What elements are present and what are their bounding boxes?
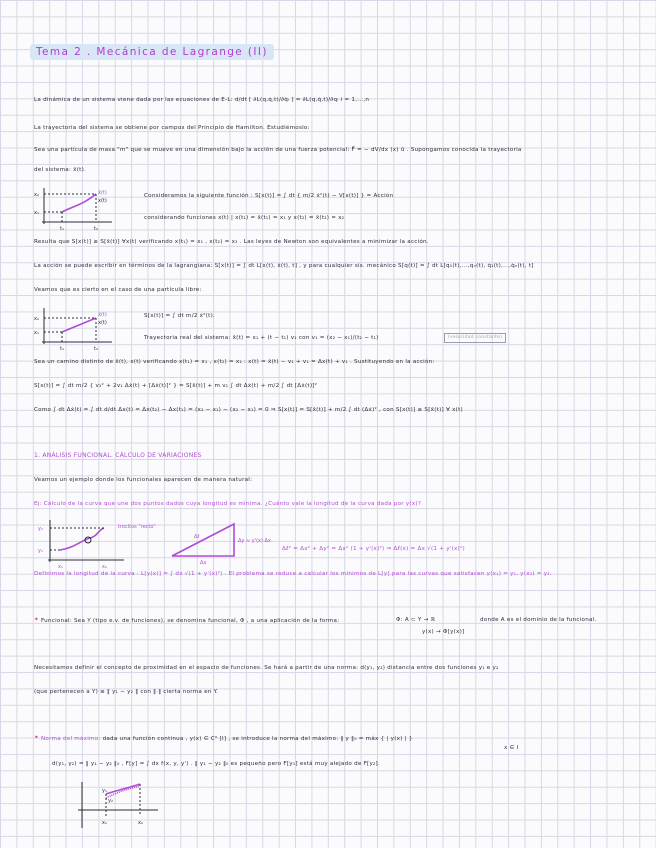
example-line: Ej: Cálculo de la curva que une dos puntos dados cuya longitud es mínima. ¿Cuánto vale la longitud de la curva dada por y(x)? [34, 501, 422, 507]
mapping-line: Φ: A ⊂ Y → ℝ [396, 617, 436, 623]
text-line: Consideramos la siguiente función : S[x(t)] = ∫ dt { m/2 ẋ²(t) − V[x(t)] } = Acción [144, 193, 394, 199]
text-line: considerando funciones x(t) | x(t₁) = x̄(t₁) = x₁ y x(t₂) = x̄(t₂) = x₂ [144, 215, 345, 221]
text-line: (que pertenecen a Y) ≡ ‖ y₁ − y₂ ‖ con ‖·‖ cierta norma en Y. [34, 689, 219, 695]
text-line: S[x(t)] = ∫ dt m/2 ẋ²(t). [144, 313, 216, 319]
svg-text:x₁: x₁ [102, 820, 107, 826]
svg-text:y₁: y₁ [38, 548, 43, 554]
label-t2: t₂ [94, 226, 98, 232]
text-line: Resulta que S[x(t)] ≥ S[x̄(t)] ∀x(t) verificando x(t₁) = x₁ , x(t₂) = x₂ . Las leyes de Newton son equivalentes a minimizar la acción. [34, 239, 429, 245]
max-norm-figure [72, 780, 162, 832]
svg-text:trocitos "recto": trocitos "recto" [118, 524, 156, 530]
text-line: Necesitamos definir el concepto de proximidad en el espacio de funciones. Se hará a partir de una norma: d(y₁, y₂) distancia entre dos funciones y₁ e y₂ [34, 665, 499, 671]
label-xt: x(t) [98, 198, 107, 204]
curve-y-of-x [60, 528, 104, 550]
label-x2: x₂ [34, 192, 39, 198]
function-curve-2 [106, 784, 140, 794]
formula-line: Δℓ² = Δx² + Δy² = Δx² (1 + y'(x)²) ⇒ Δℓ(x) = Δx √(1 + y'(x)²) [282, 546, 465, 552]
svg-text:x₂: x₂ [102, 564, 107, 570]
label-xbar: x̄(t) [98, 190, 107, 196]
text-line: Sea un camino distinto de x̄(t), x(t) verificando x(t₁) = x₁ , x(t₂) = x₂ : x(t) = x̄(t) − v₁ + v₁ = Δx(t) + v₁ . Sustituyendo en la acción: [34, 359, 435, 365]
trajectory-graph-1 [34, 188, 114, 232]
trajectory-curve [62, 194, 96, 212]
svg-text:x₂: x₂ [138, 820, 143, 826]
text-line: Veamos que es cierto en el caso de una partícula libre: [34, 287, 202, 293]
svg-text:t₂: t₂ [94, 346, 98, 352]
svg-text:y₁: y₁ [102, 788, 107, 794]
text-line: del sistema: x̄(t). [34, 167, 87, 173]
trajectory-graph-2 [34, 308, 114, 352]
section-heading: 1. ANÁLISIS FUNCIONAL. CÁLCULO DE VARIACIONES [34, 452, 202, 459]
text-line: Veamos un ejemplo donde los funcionales aparecen de manera natural: [34, 477, 253, 483]
mapping-line: y(x) → Φ[y(x)] [422, 629, 465, 635]
label-x1: x₁ [34, 210, 39, 216]
curve-length-figure [34, 518, 274, 570]
svg-text:x̄(t): x̄(t) [98, 312, 107, 318]
svg-text:x(t): x(t) [98, 320, 107, 326]
text-line: Trayectoria real del sistema: x̄(t) = x₁ + (t − t₁) v₁ con v₁ = (x₂ − x₁)/(t₂ − t₁) [144, 335, 379, 341]
text-line: La acción se puede escribir en términos de la lagrangiana: S[x(t)] = ∫ dt L[x(t), ẋ(t), t] , y para cualquier sis. mecánico S[q(t)] = ∫ dt L[q₁(t),...,qₙ(t), q̇₁(t),...,q̇ₙ(t), t] [34, 263, 534, 269]
definition-norma: • Norma del máximo: dada una función continua , y(x) ∈ C⁰ [I] , se introduce la norma del máximo: ‖ y ‖₀ = máx { | y(x) | } [34, 733, 413, 742]
definition-line: Definimos la longitud de la curva : L[y(x)] = ∫ dx √(1 + y'(x)²) . El problema se reduce a calcular los mínimos de L[y] para las curvas que satisfacen y(x₁) = y₁, y(x₂) = y₂. [34, 571, 552, 577]
label-t1: t₁ [60, 226, 64, 232]
text-line: Sea una partícula de masa "m" que se mueve en una dimensión bajo la acción de una fuerza potencial: F⃗ = − dV/dx (x) û . Supongamos conocida la trayectoria [34, 147, 522, 153]
text-line: La trayectoria del sistema se obtiene por campos del Principio de Hamilton. Estudiémoslo: [34, 125, 310, 131]
page-title: Tema 2 . Mecánica de Lagrange (II) [30, 44, 274, 60]
svg-text:y₂: y₂ [108, 798, 113, 804]
svg-text:Δℓ: Δℓ [194, 534, 200, 540]
svg-text:Δy ≈ y'(x) Δx: Δy ≈ y'(x) Δx [238, 538, 271, 544]
subscript-line: x ∈ I [504, 745, 519, 751]
note-box: (velocidad constante) [444, 333, 506, 343]
text-line: d(y₁, y₂) = ‖ y₁ − y₂ ‖₀ , F[y] = ∫ dx f(x, y, y') . ‖ y₁ − y₂ ‖₀ es pequeño pero F[y₁] está muy alejado de F[y₂]. [52, 761, 381, 767]
svg-text:x₂: x₂ [34, 316, 39, 322]
text-line: S[x(t)] = ∫ dt m/2 { v₁² + 2v₁ Δẋ(t) + [Δẋ(t)]² } = S[x̄(t)] + m v₁ ∫ dt Δẋ(t) + m/2 ∫ dt [Δẋ(t)]² [34, 383, 318, 389]
length-triangle [172, 524, 234, 556]
text-line: Como ∫ dt Δẋ(t) = ∫ dt d/dt Δx(t) = Δx(t₂) − Δx(t₁) = (x₂ − x₁) − (x₂ − x₁) = 0 ⇒ S[x(t)] = S[x̄(t)] + m/2 ∫ dt (Δẋ)² , con S[x(t)] ≥ S[x̄(t)] ∀ x(t) [34, 407, 463, 413]
text-line: donde A es el dominio de la funcional. [480, 617, 597, 623]
bullet-icon: • [34, 733, 39, 742]
svg-text:y₂: y₂ [38, 526, 43, 532]
text-line: La dinámica de un sistema viene dada por las ecuaciones de E-L: d/dt [ ∂L(q,q̇,t)/∂q̇ᵢ ] = ∂L(q,q̇,t)/∂qᵢ i = 1,...,n [34, 97, 370, 103]
definition-funcional: • Funcional: Sea Y (tipo e.v. de funciones), se denomina funcional, Φ , a una aplicación de la forma: [34, 615, 340, 624]
svg-text:Δx: Δx [200, 560, 207, 566]
bullet-icon: • [34, 615, 39, 624]
svg-text:t₁: t₁ [60, 346, 64, 352]
svg-text:x₁: x₁ [58, 564, 63, 570]
svg-text:x₁: x₁ [34, 330, 39, 336]
straight-trajectory [62, 318, 96, 332]
